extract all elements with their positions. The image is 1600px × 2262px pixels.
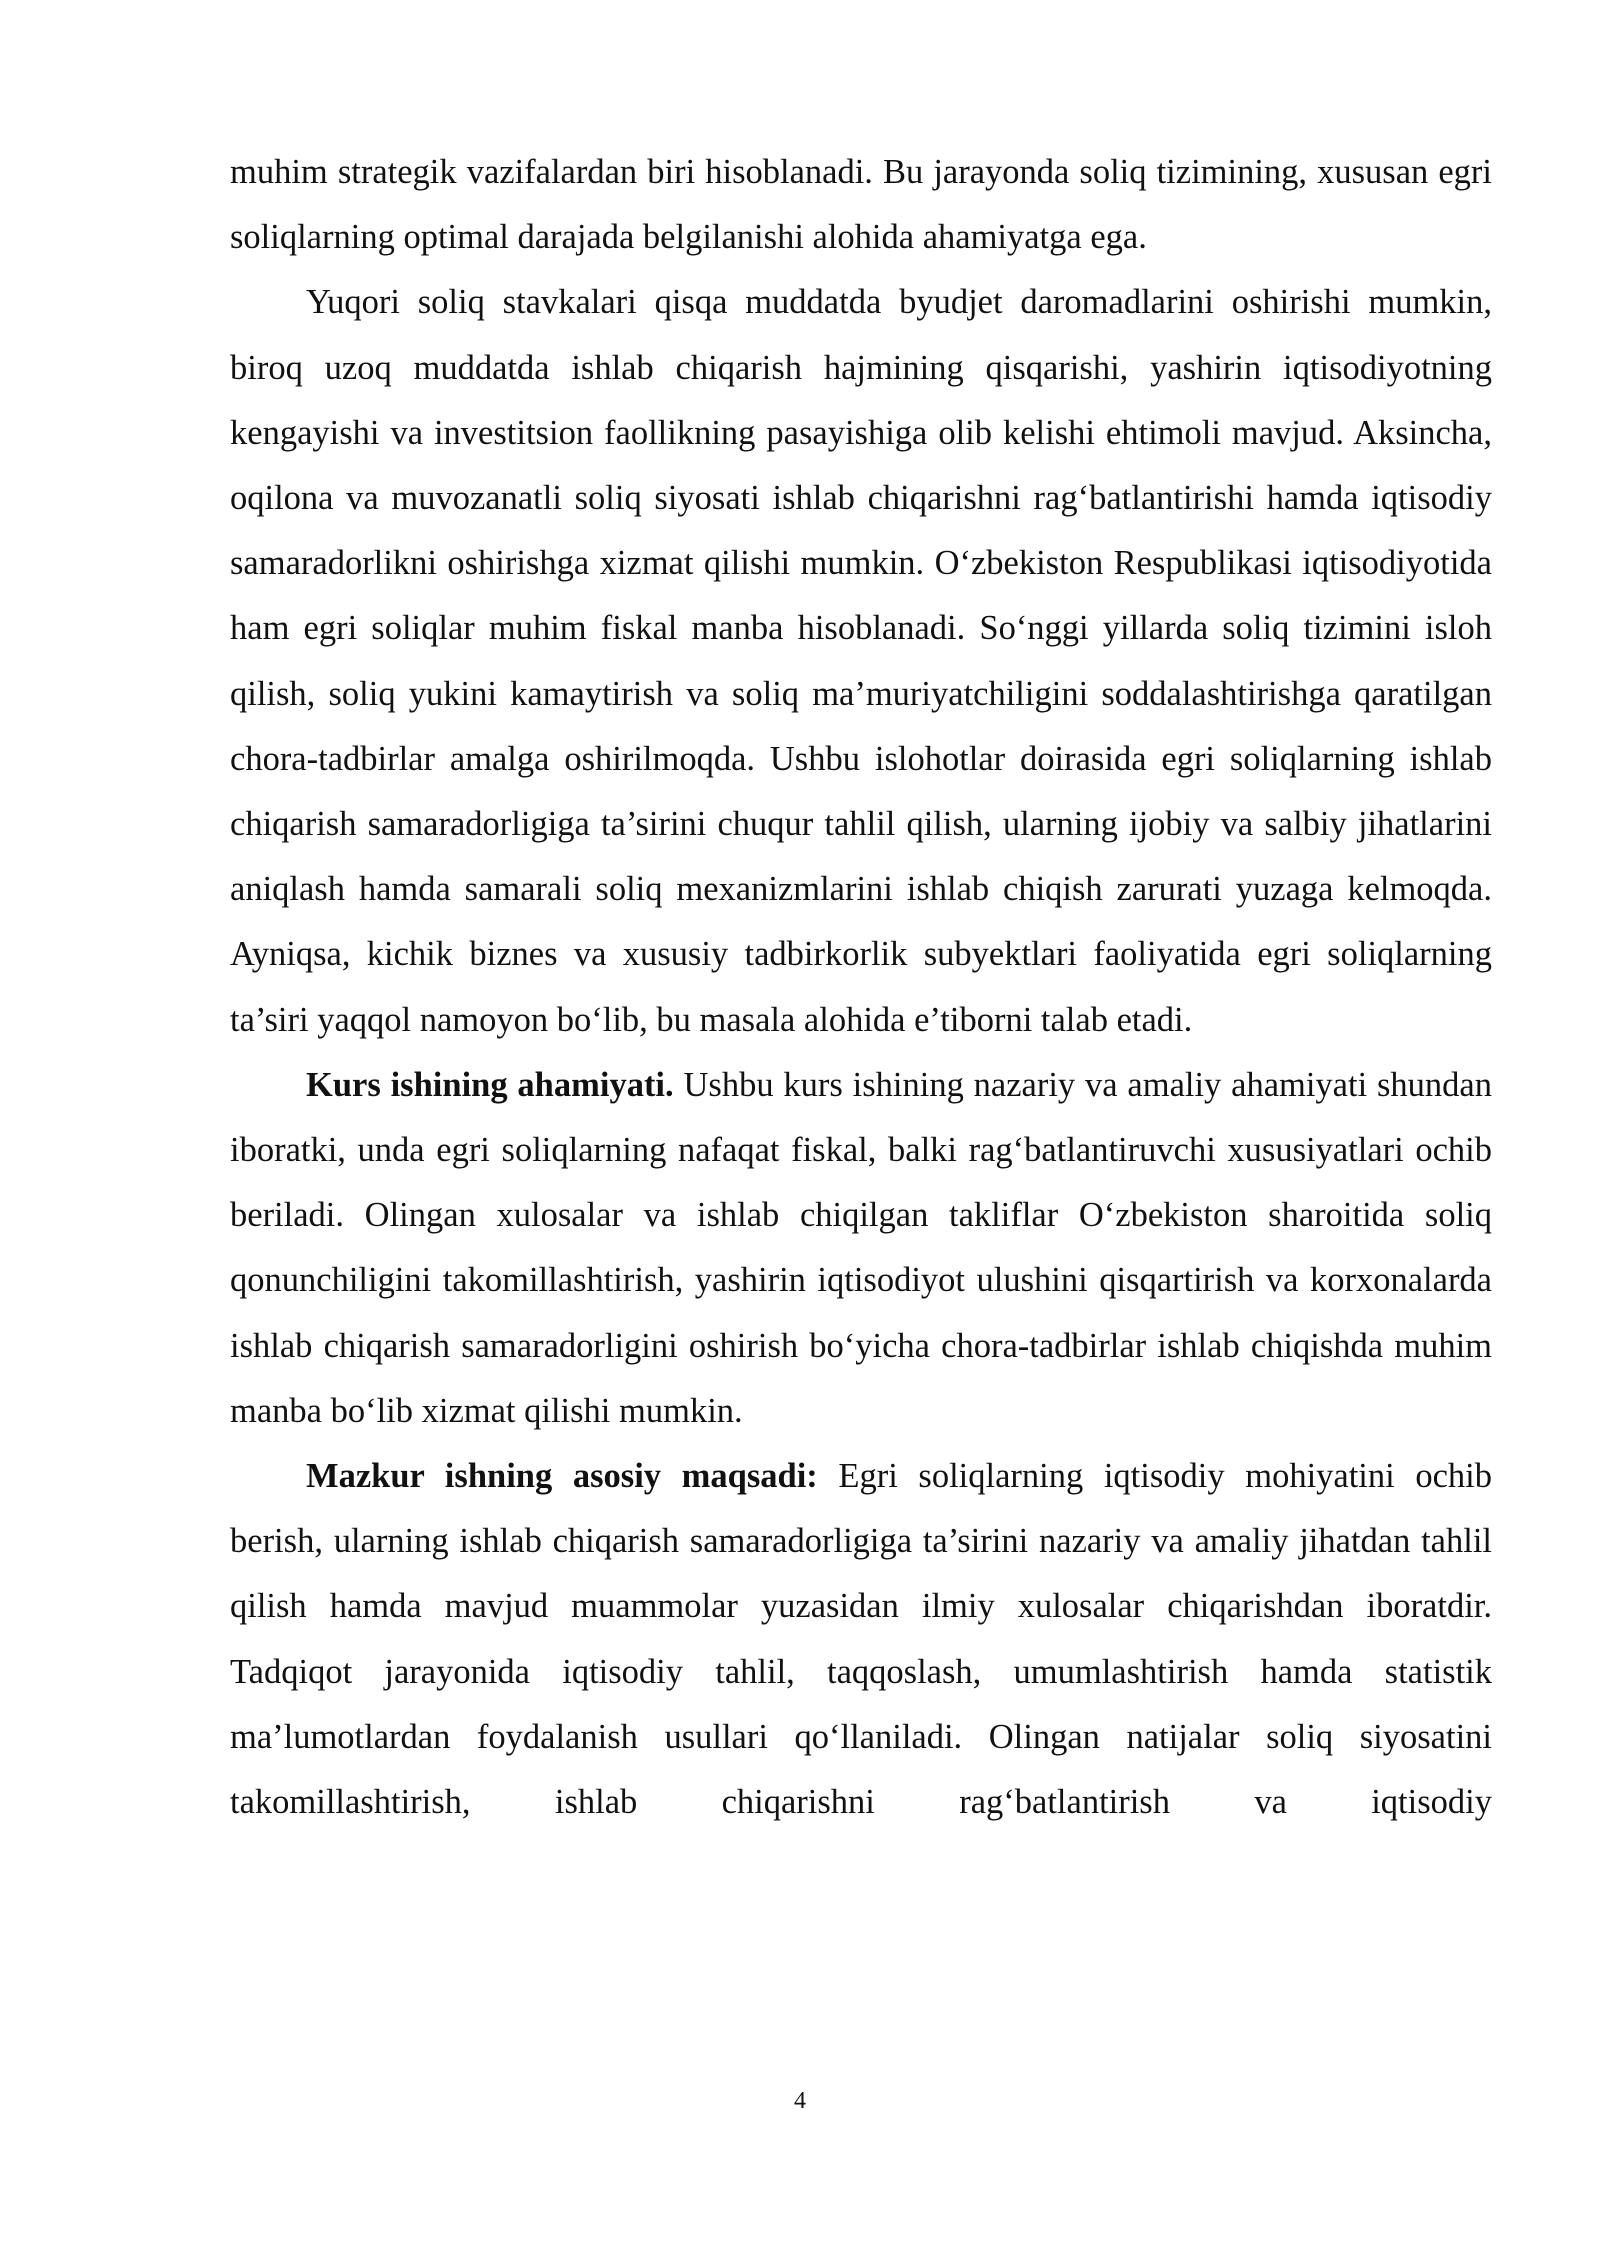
paragraph-text: muhim strategik vazifalardan biri hisoblanadi. Bu jarayonda soliq tizimining, xususan egri soliqlarning optimal darajada belgilanishi alohida ahamiyatga ega. (230, 153, 1492, 257)
document-body (230, 140, 1492, 1835)
paragraph-text: Yuqori soliq stavkalari qisqa muddatda byudjet daromadlarini oshirishi mumkin, biroq uzoq muddatda ishlab chiqarish hajmining qisqarishi, yashirin iqtisodiyotning kengayishi va investitsion faollikning pasayishiga olib kelishi ehtimoli mavjud. Aksincha, oqilona va muvozanatli soliq siyosati ishlab chiqarishni rag‘batlantirishi hamda iqtisodiy samaradorlikni oshirishga xizmat qilishi mumkin. O‘zbekiston Respublikasi iqtisodiyotida ham egri soliqlar muhim fiskal manba hisoblanadi. So‘nggi yillarda soliq tizimini isloh qilish, soliq yukini kamaytirish va soliq ma’muriyatchiligini soddalashtirishga qaratilgan chora-tadbirlar amalga oshirilmoqda. Ushbu islohotlar doirasida egri soliqlarning ishlab chiqarish samaradorligiga ta’sirini chuqur tahlil qilish, ularning ijobiy va salbiy jihatlarini aniqlash hamda samarali soliq mexanizmlarini ishlab chiqish zarurati yuzaga kelmoqda. Ayniqsa, kichik biznes va xususiy tadbirkorlik subyektlari faoliyatida egri soliqlarning ta’siri yaqqol namoyon bo‘lib, bu masala alohida e’tiborni talab etadi. (230, 283, 1492, 1039)
paragraph-lead-heading: Mazkur ishning asosiy maqsadi: (306, 1457, 818, 1496)
paragraph-text: Ushbu kurs ishining nazariy va amaliy ahamiyati shundan iboratki, unda egri soliqlarning nafaqat fiskal, balki rag‘batlantiruvchi xususiyatlari ochib beriladi. Olingan xulosalar va ishlab chiqilgan takliflar O‘zbekiston sharoitida soliq qonunchiligini takomillashtirish, yashirin iqtisodiyot ulushini qisqartirish va korxonalarda ishlab chiqarish samaradorligini oshirish bo‘yicha chora-tadbirlar ishlab chiqishda muhim manba bo‘lib xizmat qilishi mumkin. (230, 1065, 1492, 1430)
paragraph-text: Egri soliqlarning iqtisodiy mohiyatini ochib berish, ularning ishlab chiqarish samaradorligiga ta’sirini nazariy va amaliy jihatdan tahlil qilish hamda mavjud muammolar yuzasidan ilmiy xulosalar chiqarishdan iboratdir. Tadqiqot jarayonida iqtisodiy tahlil, taqqoslash, umumlashtirish hamda statistik ma’lumotlardan foydalanish usullari qo‘llaniladi. Olingan natijalar soliq siyosatini takomillashtirish, ishlab chiqarishni rag‘batlantirish va iqtisodiy (230, 1457, 1492, 1822)
page-number: 4 (794, 2088, 806, 2114)
paragraph-lead-heading: Kurs ishining ahamiyati. (306, 1065, 674, 1104)
paragraph-kurs-ahamiyati (230, 1053, 1492, 1444)
paragraph-continuation (230, 140, 1492, 270)
paragraph-soliq-stavkalari (230, 270, 1492, 1052)
paragraph-asosiy-maqsad (230, 1444, 1492, 1835)
